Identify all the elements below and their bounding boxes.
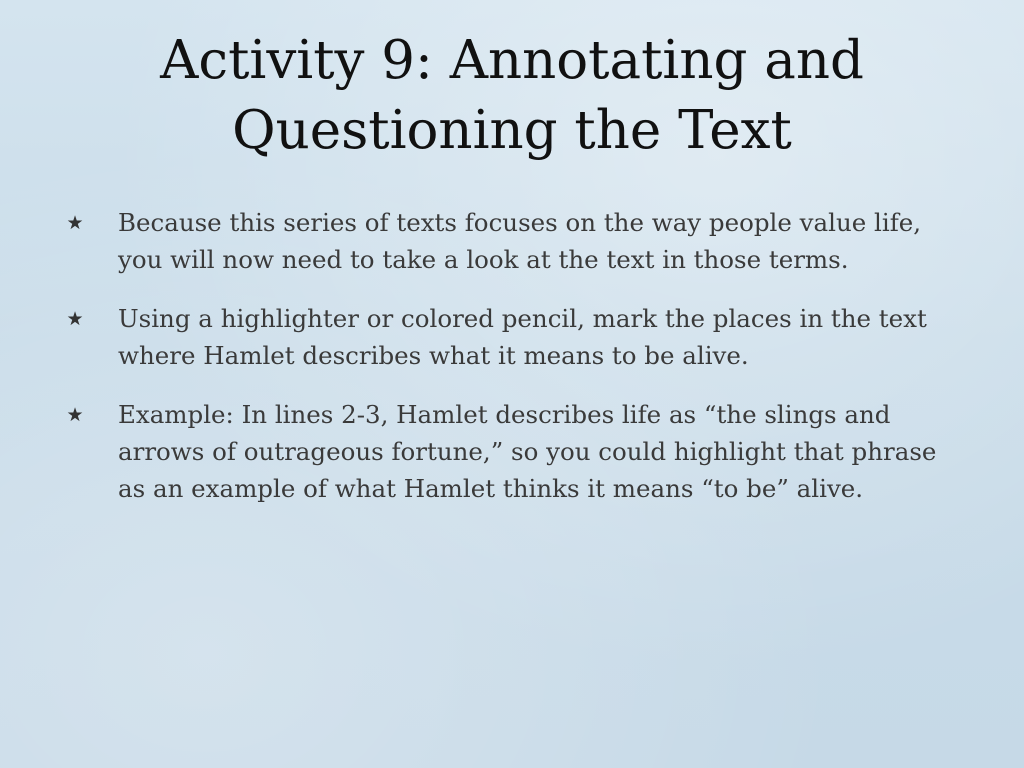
bullet-item: [64, 204, 964, 278]
bullet-item: [64, 300, 964, 374]
star-icon: ★: [66, 404, 84, 426]
bullet-text: Example: In lines 2-3, Hamlet describes life as “the slings and arrows of outrageous fortune,” so you could highlight that phrase as an example of what Hamlet thinks it means “to be” alive.: [118, 400, 937, 503]
slide-title: Activity 9: Annotating and Questioning the Text: [160, 30, 864, 161]
bullet-item: [64, 396, 964, 507]
star-icon: ★: [66, 308, 84, 330]
star-icon: ★: [66, 212, 84, 234]
bullet-list: [64, 204, 964, 529]
bullet-text: Because this series of texts focuses on the way people value life, you will now need to take a look at the text in those terms.: [118, 208, 922, 274]
bullet-text: Using a highlighter or colored pencil, mark the places in the text where Hamlet describes what it means to be alive.: [118, 304, 927, 370]
